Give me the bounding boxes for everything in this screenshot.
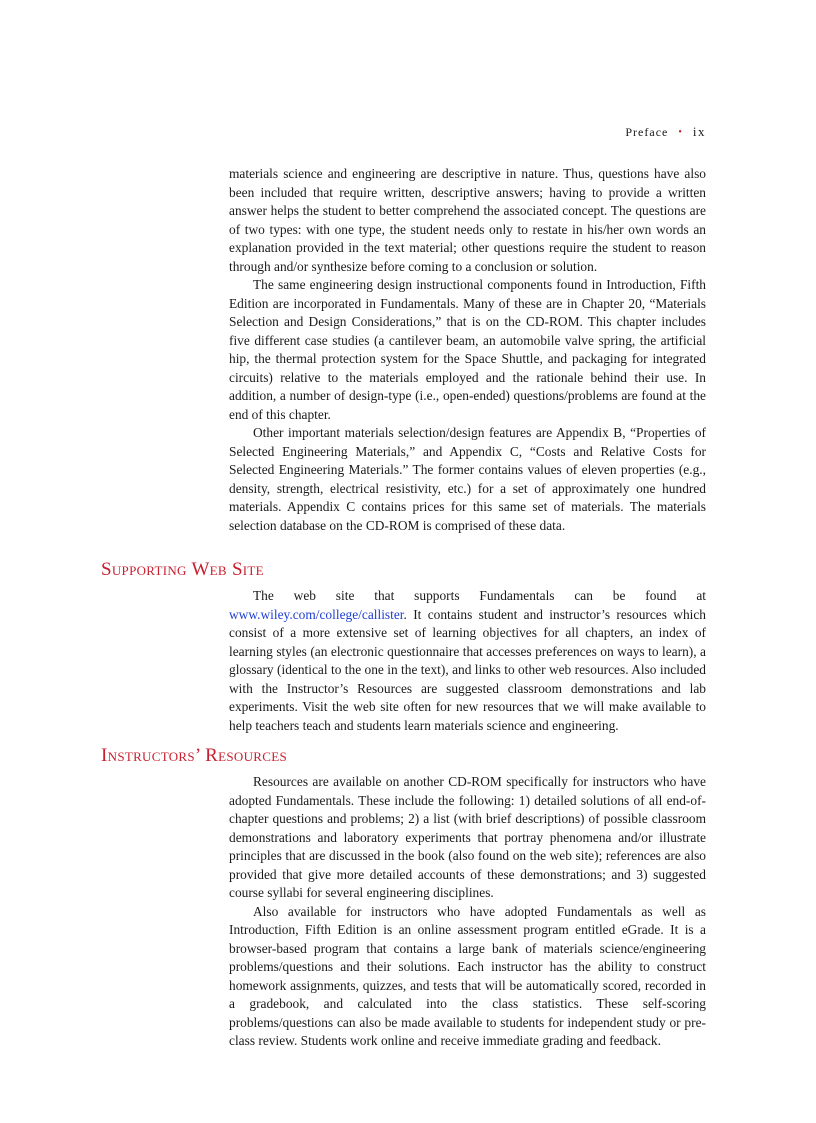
instructors-paragraph-2: Also available for instructors who have adopted Fundamentals as well as Introduction, Fifth Edition is an online assessment program entitled eGrade. It is a browser-based program that contains a large bank of materials science/engineering problems/questions and their solutions. Each instructor has the ability to construct homework assignments, quizzes, and tests that will be automatically scored, recorded in a gradebook, and calculated into the class statistics. These self-scoring problems/questions can also be made available to students for independent study or pre-class review. Students work online and receive immediate grading and feedback.: [229, 903, 706, 1048]
page-number: ix: [692, 124, 706, 139]
running-head-section: Preface: [625, 124, 669, 139]
intro-block: [229, 165, 706, 535]
intro-paragraph-3: Other important materials selection/design features are Appendix B, “Properties of Selected Engineering Materials,” and Appendix C, “Costs and Relative Costs for Selected Engineering Materials.” The former contains values of eleven properties (e.g., density, strength, electrical resistivity, etc.) for a set of approximately one hundred materials. Appendix C contains prices for this same set of materials. The materials selection database on the CD-ROM is comprised of these data.: [229, 425, 706, 533]
instructors-paragraph-1: Resources are available on another CD-ROM specifically for instructors who have adopted Fundamentals. These include the following: 1) detailed solutions of all end-of-chapter questions and problems; 2) a list (with brief descriptions) of possible classroom demonstrations and laboratory experiments that portray phenomena and/or illustrate principles that are discussed in the book (also found on the web site); references are also provided that give more detailed accounts of these demonstrations; and 3) suggested course syllabi for several engineering disciplines.: [229, 774, 706, 900]
intro-paragraph-1: materials science and engineering are descriptive in nature. Thus, questions have also been included that require written, descriptive answers; having to provide a written answer helps the student to better comprehend the associated concept. The questions are of two types: with one type, the student needs only to restate in his/her own words an explanation provided in the text material; other questions require the student to reason through and/or synthesize before coming to a conclusion or solution.: [229, 166, 706, 274]
web-site-block: [229, 587, 706, 735]
web-site-text-after: . It contains student and instructor’s resources which consist of a more extensive set of learning objectives for all chapters, an index of learning styles (an electronic questionnaire that accesses preferences on ways to learn), a glossary (identical to the one in the text), and links to other web resources. Also included with the Instructor’s Resources are suggested classroom demonstrations and lab experiments. Visit the web site often for new resources that we will make available to help teachers teach and students learn materials science and engineering.: [229, 606, 706, 733]
web-site-paragraph: [229, 587, 706, 735]
web-site-link[interactable]: www.wiley.com/college/callister: [229, 606, 404, 622]
bullet-icon: •: [678, 126, 683, 138]
section-heading-web-site: Supporting Web Site: [101, 559, 264, 580]
section-heading-instructors: Instructors’ Resources: [101, 745, 288, 766]
intro-paragraph-2: The same engineering design instructional components found in Introduction, Fifth Edition are incorporated in Fundamentals. Many of these are in Chapter 20, “Materials Selection and Design Considerations,” that is on the CD-ROM. This chapter includes five different case studies (a cantilever beam, an automobile valve spring, the artificial hip, the thermal protection system for the Space Shuttle, and packaging for integrated circuits) relative to the materials employed and the rationale behind their use. In addition, a number of design-type (i.e., open-ended) questions/problems are found at the end of this chapter.: [229, 277, 706, 422]
running-head: [625, 124, 706, 140]
web-site-text-before: The web site that supports Fundamentals can be found at: [253, 588, 706, 603]
instructors-block: [229, 773, 706, 1051]
